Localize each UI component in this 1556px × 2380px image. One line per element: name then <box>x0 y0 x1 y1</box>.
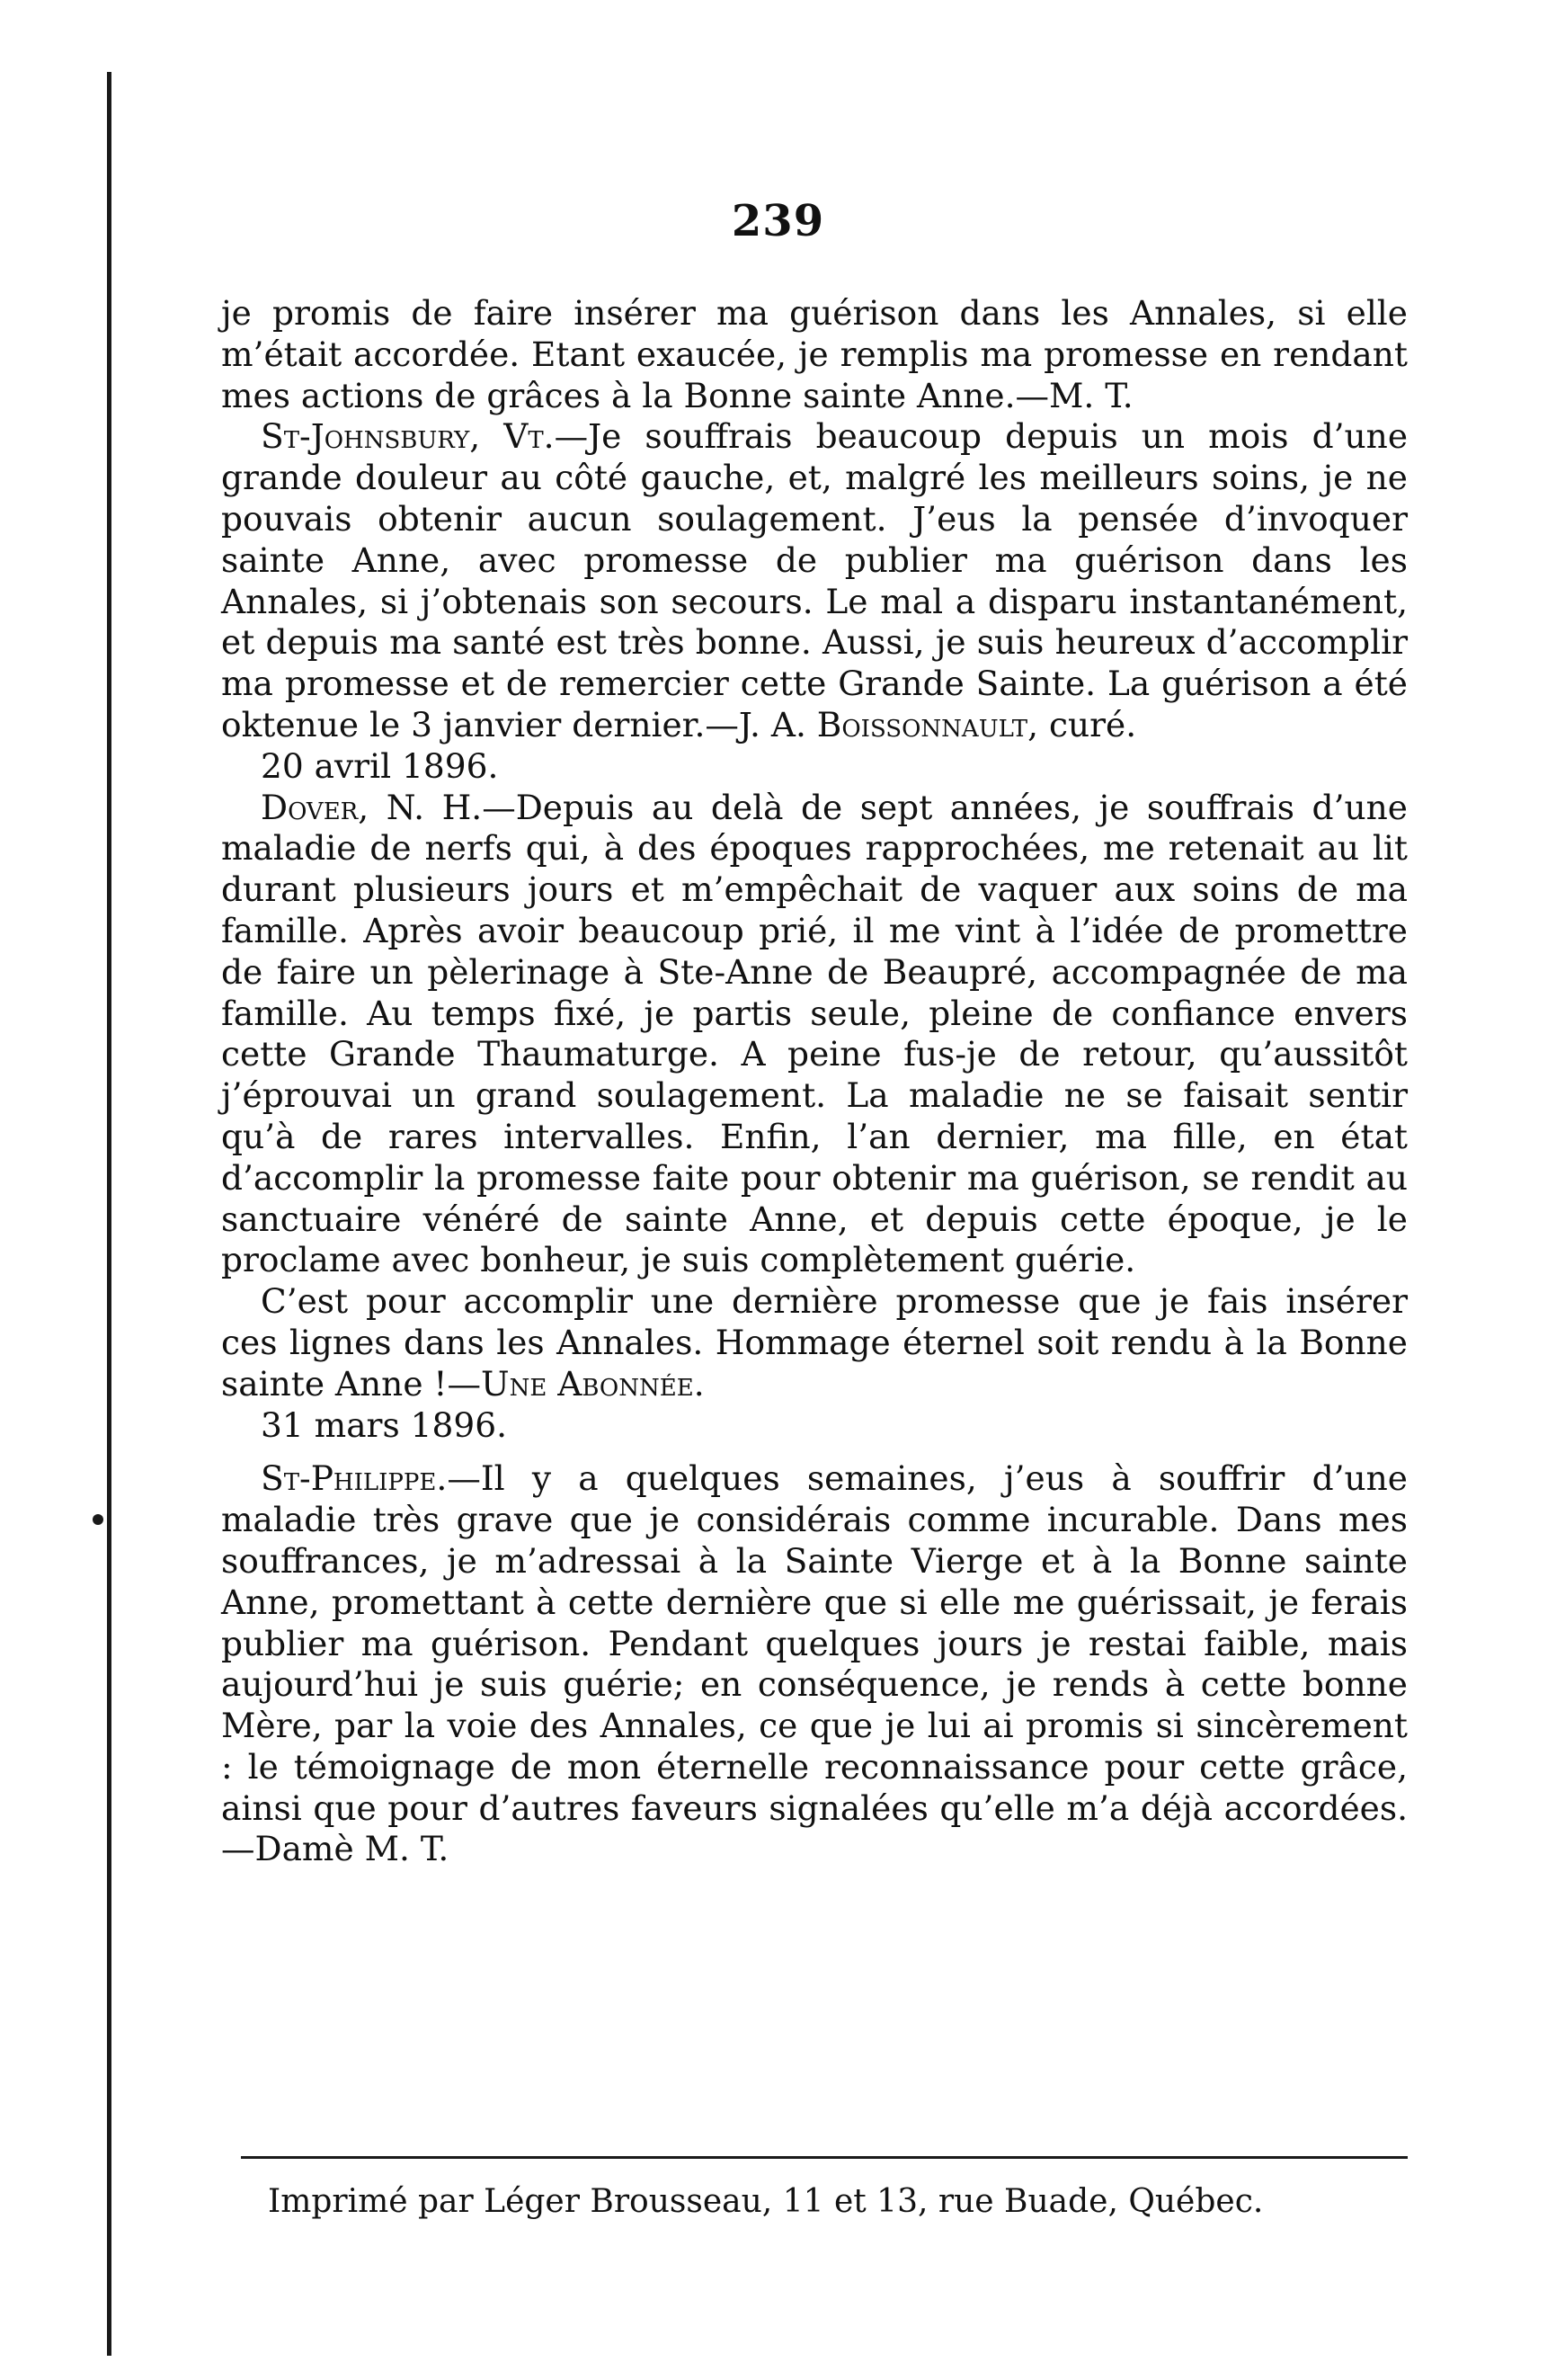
place-heading-philippe: St-Philippe. <box>261 1458 448 1499</box>
paragraph-dover <box>221 788 1408 1282</box>
johnsbury-suffix: , curé. <box>1027 704 1137 744</box>
printer-imprint: Imprimé par Léger Brousseau, 11 et 13, rue Buade, Québec. <box>268 2183 1264 2220</box>
dover-signature: Une Abonnée <box>481 1363 694 1404</box>
dover-date: 31 mars 1896. <box>261 1404 507 1445</box>
dover-body-2: C’est pour accomplir une dernière promesse que je fais insérer ces lignes dans les Annales. Hommage éternel soit rendu à la Bonne sainte Anne !— <box>221 1281 1408 1404</box>
footer-rule <box>241 2156 1408 2159</box>
place-heading-dover: Dover, N. H. <box>261 787 483 827</box>
paragraph-opening: je promis de faire insérer ma guérison dans les Annales, si elle m’était accordée. Etant exaucée, je remplis ma promesse en rendant mes actions de grâces à la Bonne sainte Anne.—M. T. <box>221 293 1408 415</box>
body-text <box>221 293 1408 1870</box>
dover-body: —Depuis au delà de sept années, je souffrais d’une maladie de nerfs qui, à des époques rapprochées, me retenait au lit durant plusieurs jours et m’empêchait de vaquer aux soins de ma famille. Après avoir beaucoup prié, il me vint à l’idée de promettre de faire un pèlerinage à Ste-Anne de Beaupré, accompagnée de ma famille. Au temps fixé, je partis seule, pleine de confiance envers cette Grande Thaumaturge. A peine fus-je de retour, qu’aussitôt j’éprouvai un grand soulagement. La maladie ne se faisait sentir qu’à de rares intervalles. Enfin, l’an dernier, ma fille, en état d’accomplir la promesse faite pour obtenir ma guérison, se rendit au sanctuaire vénéré de sainte Anne, et depuis cette époque, je le proclame avec bonheur, je suis complètement guérie. <box>221 787 1408 1280</box>
paragraph-dover-continued <box>221 1281 1408 1404</box>
philippe-body: —Il y a quelques semaines, j’eus à souffrir d’une maladie très grave que je considérais comme incurable. Dans mes souffrances, je m’adressai à la Sainte Vierge et à la Bonne sainte Anne, promettant à cette dernière que si elle me guérissait, je ferais publier ma guérison. Pendant quelques jours je restai faible, mais aujourd’hui je suis guérie; en conséquence, je rends à cette bonne Mère, par la voie des Annales, ce que je lui ai promis si sincèrement : le témoignage de mon éternelle reconnaissance pour cette grâce, ainsi que pour d’autres faveurs signalées qu’elle m’a déjà accordées.—Damè M. T. <box>221 1458 1408 1869</box>
page-number: 239 <box>731 196 825 246</box>
paragraph-johnsbury <box>221 416 1408 745</box>
johnsbury-signature: Boissonnault <box>816 704 1028 744</box>
margin-speck <box>93 1514 103 1525</box>
binding-edge-line <box>107 72 111 2356</box>
place-heading-johnsbury: St-Johnsbury, Vt. <box>261 416 555 457</box>
johnsbury-body: —Je souffrais beaucoup depuis un mois d’une grande douleur au côté gauche, et, malgré les meilleurs soins, je ne pouvais obtenir aucun soulagement. J’eus la pensée d’invoquer sainte Anne, avec promesse de publier ma guérison dans les Annales, si j’obtenais son secours. Le mal a disparu instantanément, et depuis ma santé est très bonne. Aussi, je suis heureux d’accomplir ma promesse et de remercier cette Grande Sainte. La guérison a été oktenue le 3 janvier dernier.—J. A. <box>221 416 1409 744</box>
dover-suffix: . <box>693 1363 705 1404</box>
paragraph-philippe <box>221 1458 1408 1870</box>
johnsbury-date: 20 avril 1896. <box>261 745 499 786</box>
